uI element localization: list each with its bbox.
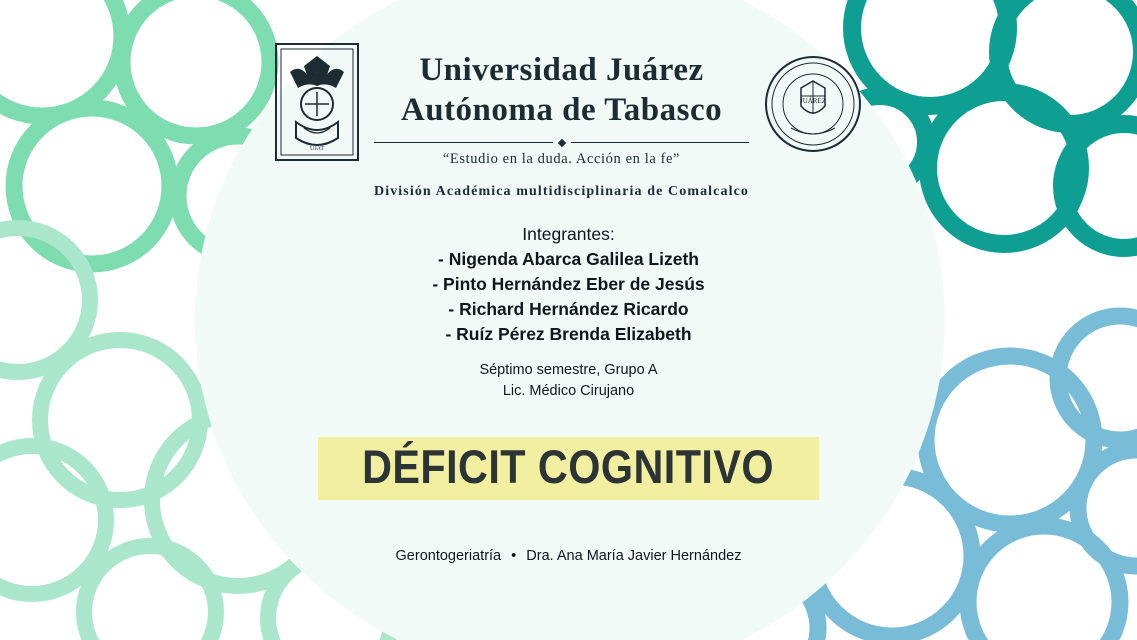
- svg-text:JUÁREZ: JUÁREZ: [799, 97, 827, 105]
- ujat-seal-icon: [763, 48, 863, 166]
- university-line-1: Universidad Juárez: [419, 52, 704, 88]
- slide-title: DÉFICIT COGNITIVO: [362, 440, 775, 493]
- members-block: [0, 222, 1137, 347]
- university-motto: “Estudio en la duda. Acción en la fe”: [442, 150, 681, 167]
- course-info: [0, 360, 1137, 403]
- footer-block: [0, 548, 1137, 564]
- members-title: Integrantes:: [522, 224, 615, 244]
- title-highlight-box: [318, 437, 818, 500]
- member-item: - Pinto Hernández Eber de Jesús: [432, 274, 705, 295]
- ujat-coat-of-arms-icon: [274, 42, 360, 162]
- member-item: - Ruíz Pérez Brenda Elizabeth: [445, 323, 692, 344]
- program-name: Lic. Médico Cirujano: [502, 383, 635, 400]
- university-header: [0, 42, 1137, 200]
- divider-rule: [374, 140, 749, 146]
- member-item: - Nigenda Abarca Galilea Lizeth: [438, 249, 699, 270]
- svg-text:UJAT: UJAT: [309, 146, 325, 152]
- university-line-2: Autónoma de Tabasco: [400, 92, 723, 129]
- footer-separator: •: [511, 548, 517, 564]
- member-item: - Richard Hernández Ricardo: [448, 299, 689, 320]
- university-name-block: [374, 42, 749, 200]
- footer-professor: Dra. Ana María Javier Hernández: [526, 548, 742, 564]
- semester-group: Séptimo semestre, Grupo A: [479, 362, 658, 378]
- academic-division: División Académica multidisciplinaria de Comalcalco: [374, 183, 749, 199]
- diamond-ornament-icon: [557, 138, 565, 146]
- slide-title-wrapper: [0, 437, 1137, 500]
- footer-subject: Gerontogeriatría: [395, 548, 502, 564]
